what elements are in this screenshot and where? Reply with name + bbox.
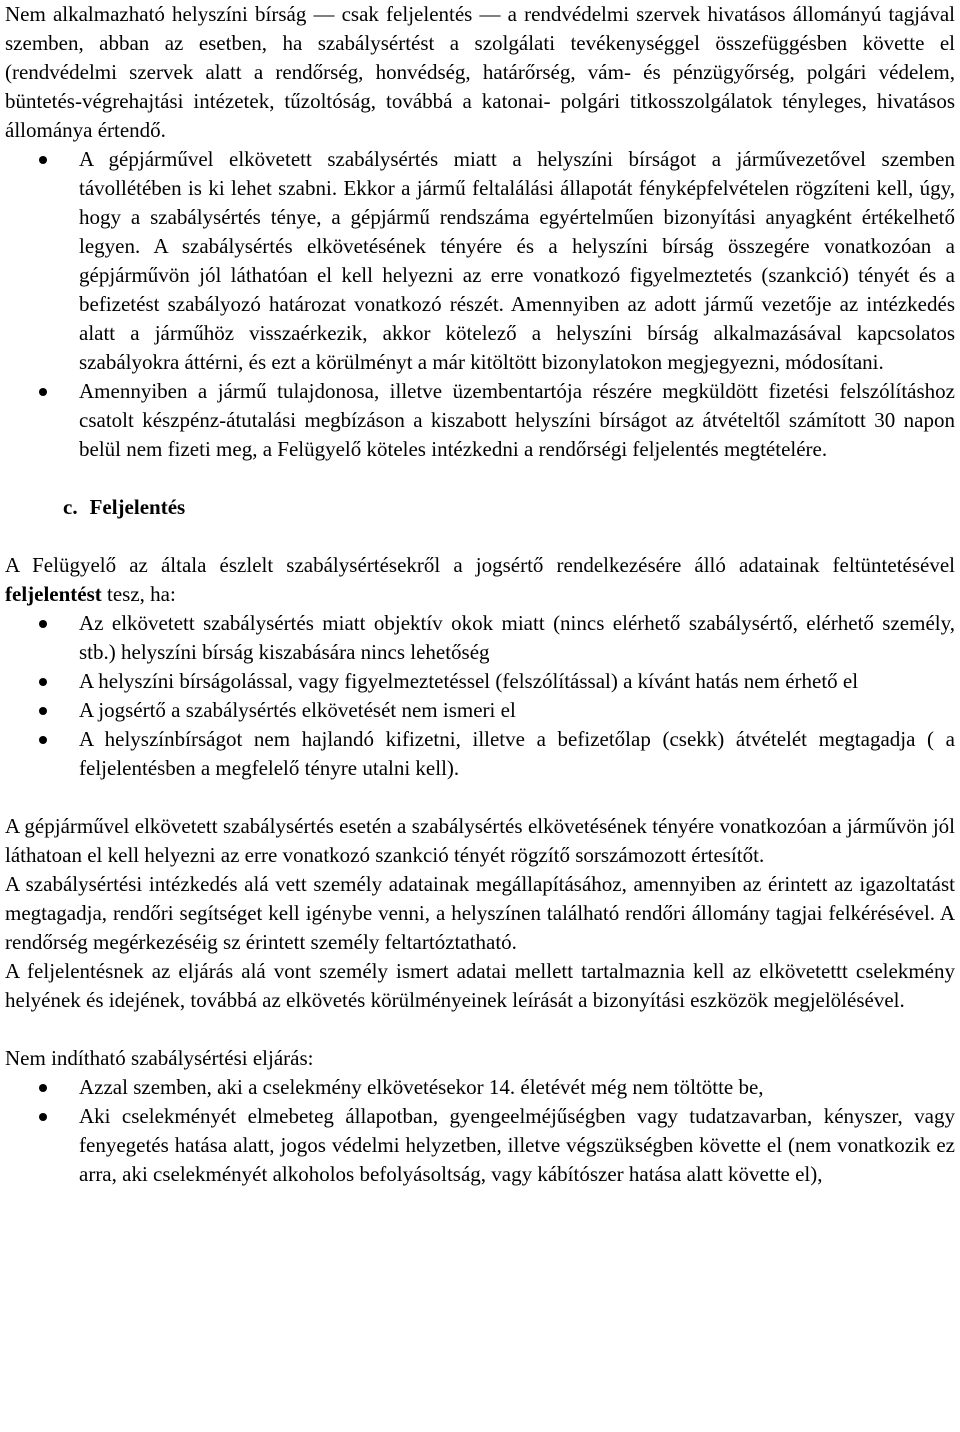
list-item-text: Aki cselekményét elmebeteg állapotban, gyengeelméjűségben vagy tudatzavarban, kényszer, vagy fenyegetés hatása alatt, jogos védelmi helyzetben, illetve végszükségben követte el (nem vonatkozik ez arra, aki cselekményét alkoholos befolyásoltság, vagy kábítószer hatása alatt követte el), [79, 1104, 955, 1186]
list-item-text: Azzal szemben, aki a cselekmény elkövetésekor 14. életévét még nem töltötte be, [79, 1075, 764, 1099]
section-title: Feljelentés [89, 495, 186, 519]
list-item-text: A helyszínbírságot nem hajlandó kifizetni, illetve a befizetőlap (csekk) átvételét megtagadja ( a feljelentésben a megfelelő tényre utalni kell). [79, 727, 955, 780]
section-letter: c. [63, 495, 78, 519]
feljelentes-intro [5, 551, 955, 609]
spacer [5, 783, 955, 812]
list-item [5, 1102, 955, 1189]
list-item [5, 1073, 955, 1102]
not-startable-heading: Nem indítható szabálysértési eljárás: [5, 1046, 314, 1070]
list-item [5, 377, 955, 464]
feljelentes-intro-bold: feljelentést [5, 582, 102, 606]
bullet-icon [39, 156, 47, 164]
bullet-icon [39, 678, 47, 686]
paragraph-report: A feljelentésnek az eljárás alá vont személy ismert adatai mellett tartalmaznia kell az elkövetettt cselekmény helyének és idejének, továbbá az elkövetés körülményeinek leírását a bizonyítási eszközök megjelölésével. [5, 959, 955, 1012]
bullet-icon [39, 620, 47, 628]
list-item-text: A helyszíni bírságolással, vagy figyelmeztetéssel (felszólítással) a kívánt hatás nem érhető el [79, 669, 859, 693]
list-item [5, 725, 955, 783]
list-item-text: Az elkövetett szabálysértés miatt objektív okok miatt (nincs elérhető szabálysértő, elérhető személy, stb.) helyszíni bírság kiszabására nincs lehetőség [79, 611, 955, 664]
bullet-icon [39, 1084, 47, 1092]
paragraph-identity: A szabálysértési intézkedés alá vett személy adatainak megállapításához, amennyiben az érintett az igazoltatást megtagadja, rendőri segítséget kell igénybe venni, a helyszínen található rendőri állomány tagjai felkérésével. A rendőrség megérkezéséig sz érintett személy feltartóztatható. [5, 872, 955, 954]
list-item-text: A jogsértő a szabálysértés elkövetését nem ismeri el [79, 698, 516, 722]
bullet-icon [39, 736, 47, 744]
paragraph-vehicle: A gépjárművel elkövetett szabálysértés esetén a szabálysértés elkövetésének tényére vonatkozóan a járművön jól láthatoan el kell helyezni az erre vonatkozó szankció tényét rögzítő sorszámozott értesítőt. [5, 814, 955, 867]
list-item [5, 696, 955, 725]
bullet-list-vehicle-fines [5, 145, 955, 464]
bullet-icon [39, 707, 47, 715]
feljelentes-intro-after: tesz, ha: [101, 582, 176, 606]
bullet-list-not-startable [5, 1073, 955, 1189]
bullet-list-report-conditions [5, 609, 955, 783]
bullet-icon [39, 388, 47, 396]
spacer [5, 1015, 955, 1044]
feljelentes-intro-before: A Felügyelő az általa észlelt szabálysértésekről a jogsértő rendelkezésére álló adatainak feltüntetésével [5, 553, 955, 577]
intro-paragraph: Nem alkalmazható helyszíni bírság — csak feljelentés — a rendvédelmi szervek hivatásos állományú tagjával szemben, abban az esetben, ha szabálysértést a szolgálati tevékenységgel összefüggésben követte el (rendvédelmi szervek alatt a rendőrség, honvédség, határőrség, vám- és pénzügyőrség, polgári védelem, büntetés-végrehajtási intézetek, tűzoltóság, továbbá a katonai- polgári titkosszolgálatok tényleges, hivatásos állománya értendő. [5, 2, 955, 142]
list-item [5, 145, 955, 377]
list-item [5, 667, 955, 696]
bullet-icon [39, 1113, 47, 1121]
list-item-text: Amennyiben a jármű tulajdonosa, illetve üzembentartója részére megküldött fizetési felszólításhoz csatolt készpénz-átutalási megbízáson a kiszabott helyszíni bírságot az átvételtől számított 30 napon belül nem fizeti meg, a Felügyelő köteles intézkedni a rendőrségi feljelentés megtételére. [79, 379, 955, 461]
list-item [5, 609, 955, 667]
list-item-text: A gépjárművel elkövetett szabálysértés miatt a helyszíni bírságot a járművezetővel szemben távollétében is ki lehet szabni. Ekkor a jármű feltalálási állapotát fényképfelvételen rögzíteni kell, úgy, hogy a szabálysértés ténye, a gépjármű rendszáma egyértelműen bizonyítási anyagként értékelhető legyen. A szabálysértés elkövetésének tényére és a helyszíni bírság összegére vonatkozóan a gépjárművön jól láthatóan el kell helyezni az erre vonatkozó figyelmeztetés (szankció) tényét és a befizetést szabályozó határozat vonatkozó részét. Amennyiben az adott jármű vezetője az intézkedés alatt a járműhöz visszaérkezik, akkor kötelező a helyszíni bírság alkalmazásával kapcsolatos szabályokra áttérni, és ezt a körülményt a már kitöltött bizonylatokon megjegyezni, módosítani. [79, 147, 955, 374]
section-heading [5, 493, 955, 522]
